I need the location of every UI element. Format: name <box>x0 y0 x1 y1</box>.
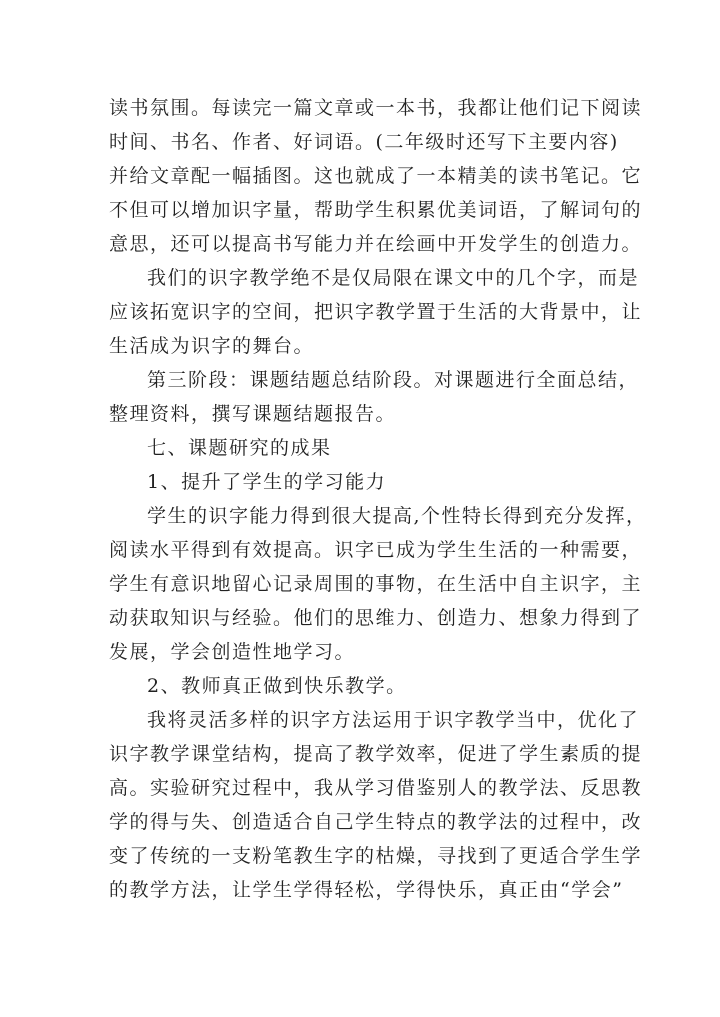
text-line: 发展，学会创造性地学习。 <box>109 641 356 663</box>
subsection-heading: 2、教师真正做到快乐教学。 <box>147 675 407 697</box>
text-line: 生活成为识字的舞台。 <box>109 335 315 357</box>
subsection-heading: 1、提升了学生的学习能力 <box>147 471 387 493</box>
paragraph-start-line: 学生的识字能力得到很大提高,个性特长得到充分发挥， <box>147 505 647 527</box>
text-line: 高。实验研究过程中，我从学习借鉴别人的教学法、反思教 <box>109 777 643 799</box>
text-line: 学生有意识地留心记录周围的事物，在生活中自主识字，主 <box>109 573 643 595</box>
text-line: 应该拓宽识字的空间，把识字教学置于生活的大背景中，让 <box>109 301 643 323</box>
text-line: 变了传统的一支粉笔教生字的枯燥，寻找到了更适合学生学 <box>109 845 643 867</box>
text-line: 的教学方法，让学生学得轻松，学得快乐，真正由“学会” <box>109 879 624 901</box>
text-line: 读书氛围。每读完一篇文章或一本书，我都让他们记下阅读 <box>109 97 643 119</box>
text-line: 意思，还可以提高书写能力并在绘画中开发学生的创造力。 <box>109 233 643 255</box>
text-line: 并给文章配一幅插图。这也就成了一本精美的读书笔记。它 <box>109 165 643 187</box>
text-line: 动获取知识与经验。他们的思维力、创造力、想象力得到了 <box>109 607 643 629</box>
text-line: 阅读水平得到有效提高。识字已成为学生生活的一种需要， <box>109 539 643 561</box>
section-heading: 七、课题研究的成果 <box>147 437 332 459</box>
document-body <box>109 91 647 907</box>
text-line: 时间、书名、作者、好词语。(二年级时还写下主要内容) <box>109 131 619 153</box>
paragraph-start-line: 我们的识字教学绝不是仅局限在课文中的几个字，而是 <box>147 267 640 289</box>
paragraph-start-line: 第三阶段：课题结题总结阶段。对课题进行全面总结， <box>147 369 640 391</box>
text-line: 整理资料，撰写课题结题报告。 <box>109 403 397 425</box>
text-line: 学的得与失、创造适合自己学生特点的教学法的过程中，改 <box>109 811 643 833</box>
text-line: 识字教学课堂结构，提高了教学效率，促进了学生素质的提 <box>109 743 643 765</box>
paragraph-start-line: 我将灵活多样的识字方法运用于识字教学当中，优化了 <box>147 709 640 731</box>
text-line: 不但可以增加识字量，帮助学生积累优美词语，了解词句的 <box>109 199 643 221</box>
